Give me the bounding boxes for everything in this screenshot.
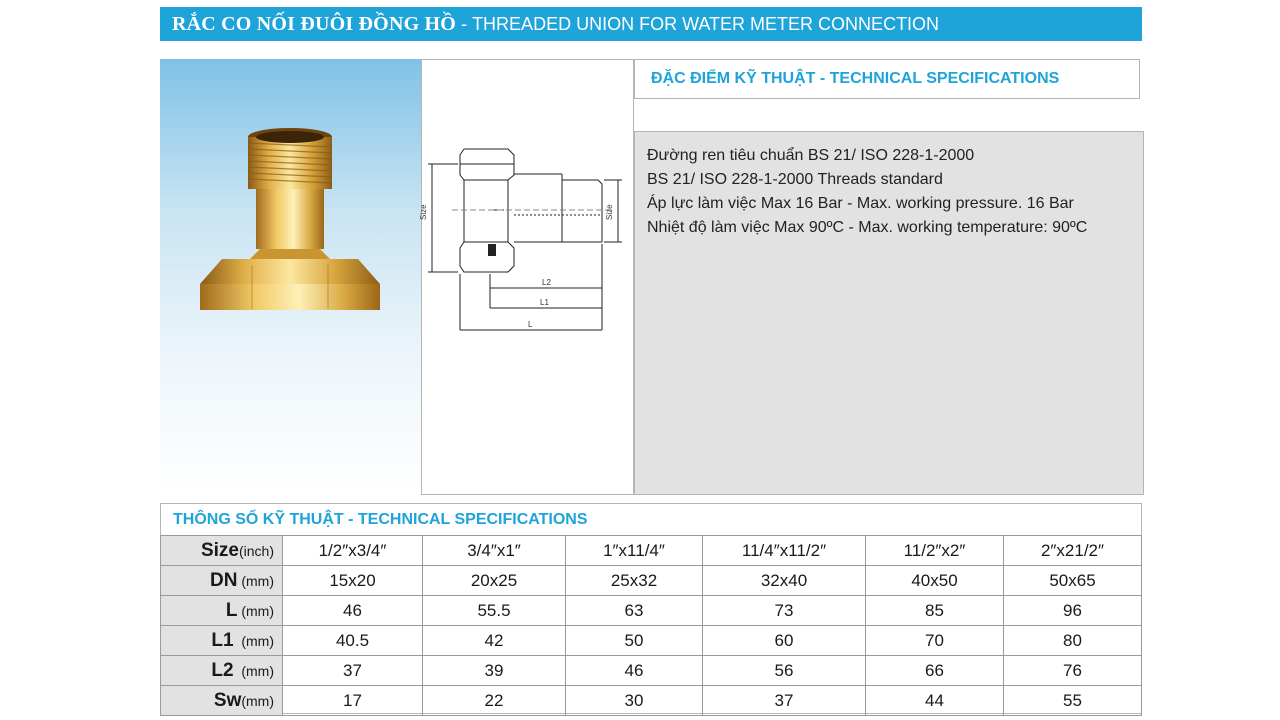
table-row bbox=[161, 566, 1142, 596]
table-cell: 3/4″x1″ bbox=[423, 536, 566, 566]
table-cell: 70 bbox=[866, 626, 1004, 656]
table-cell: 1/2″x3/4″ bbox=[283, 536, 423, 566]
table-cell: 60 bbox=[703, 626, 866, 656]
table-cell: 44 bbox=[866, 686, 1004, 716]
spec-line-thread-en: BS 21/ ISO 228-1-2000 Threads standard bbox=[647, 171, 943, 188]
table-cell: 96 bbox=[1004, 596, 1142, 626]
title-separator: - bbox=[456, 13, 473, 34]
spec-line-thread-vn: Đường ren tiêu chuẩn BS 21/ ISO 228-1-2000 bbox=[647, 147, 975, 164]
row-label bbox=[161, 656, 283, 686]
row-label-unit: (mm) bbox=[237, 572, 274, 589]
title-banner bbox=[160, 7, 1142, 41]
title-english: THREADED UNION FOR WATER METER CONNECTION bbox=[472, 13, 940, 34]
row-label-name: L1 bbox=[211, 629, 234, 651]
table-cell: 66 bbox=[866, 656, 1004, 686]
dim-l1-label: L1 bbox=[540, 298, 549, 307]
product-photo bbox=[160, 59, 421, 495]
table-cell: 20x25 bbox=[423, 566, 566, 596]
row-label bbox=[161, 596, 283, 626]
table-cell: 46 bbox=[566, 656, 703, 686]
row-label-unit: (mm) bbox=[233, 662, 274, 679]
technical-drawing bbox=[421, 59, 634, 495]
technical-specs-panel bbox=[634, 131, 1144, 495]
table-cell: 55.5 bbox=[423, 596, 566, 626]
row-label bbox=[161, 566, 283, 596]
specs-table bbox=[160, 535, 1142, 716]
table-cell: 1″x11/4″ bbox=[566, 536, 703, 566]
table-cell: 2″x21/2″ bbox=[1004, 536, 1142, 566]
table-cell: 73 bbox=[703, 596, 866, 626]
table-row bbox=[161, 536, 1142, 566]
table-cell: 39 bbox=[423, 656, 566, 686]
row-label-unit: (mm) bbox=[237, 602, 274, 619]
row-label-name: DN bbox=[210, 569, 238, 591]
table-cell: 15x20 bbox=[283, 566, 423, 596]
spec-line-temperature: Nhiệt độ làm việc Max 90ºC - Max. working temperature: 90ºC bbox=[647, 219, 1088, 236]
dim-l-label: L bbox=[528, 320, 533, 329]
table-cell: 85 bbox=[866, 596, 1004, 626]
table-cell: 22 bbox=[423, 686, 566, 716]
dim-size-right-label: Size bbox=[605, 204, 614, 220]
brass-union-image bbox=[160, 59, 421, 495]
row-label bbox=[161, 626, 283, 656]
table-cell: 17 bbox=[283, 686, 423, 716]
dimension-drawing bbox=[419, 60, 633, 494]
dim-l2-label: L2 bbox=[542, 278, 551, 287]
table-cell: 42 bbox=[423, 626, 566, 656]
row-label-unit: (mm) bbox=[241, 692, 274, 709]
table-row bbox=[161, 656, 1142, 686]
table-cell: 30 bbox=[566, 686, 703, 716]
technical-specs-heading: ĐẶC ĐIỂM KỸ THUẬT - TECHNICAL SPECIFICATIONS bbox=[634, 59, 1140, 99]
table-cell: 37 bbox=[703, 686, 866, 716]
dim-size-left-label: Size bbox=[419, 204, 428, 220]
table-cell: 32x40 bbox=[703, 566, 866, 596]
table-cell: 37 bbox=[283, 656, 423, 686]
row-label-unit: (inch) bbox=[238, 542, 274, 559]
specs-table-heading: THÔNG SỐ KỸ THUẬT - TECHNICAL SPECIFICATIONS bbox=[173, 510, 588, 528]
table-cell: 11/2″x2″ bbox=[866, 536, 1004, 566]
row-label bbox=[161, 536, 283, 566]
table-cell: 46 bbox=[283, 596, 423, 626]
specs-table-section bbox=[160, 503, 1142, 714]
table-cell: 76 bbox=[1004, 656, 1142, 686]
row-label-name: L2 bbox=[211, 659, 234, 681]
table-cell: 50x65 bbox=[1004, 566, 1142, 596]
spec-line-pressure: Áp lực làm việc Max 16 Bar - Max. working pressure. 16 Bar bbox=[647, 195, 1074, 212]
table-cell: 56 bbox=[703, 656, 866, 686]
table-cell: 63 bbox=[566, 596, 703, 626]
title-vietnamese: RẮC CO NỐI ĐUÔI ĐỒNG HỒ bbox=[172, 12, 457, 35]
table-row bbox=[161, 626, 1142, 656]
row-label-unit: (mm) bbox=[233, 632, 274, 649]
table-cell: 55 bbox=[1004, 686, 1142, 716]
row-label-name: Sw bbox=[213, 689, 242, 711]
table-row bbox=[161, 596, 1142, 626]
table-cell: 80 bbox=[1004, 626, 1142, 656]
table-cell: 50 bbox=[566, 626, 703, 656]
row-label bbox=[161, 686, 283, 716]
table-row bbox=[161, 686, 1142, 716]
table-cell: 25x32 bbox=[566, 566, 703, 596]
row-label-name: L bbox=[225, 599, 238, 621]
row-label-name: Size bbox=[200, 539, 239, 561]
table-cell: 40.5 bbox=[283, 626, 423, 656]
table-cell: 11/4″x11/2″ bbox=[703, 536, 866, 566]
table-cell: 40x50 bbox=[866, 566, 1004, 596]
